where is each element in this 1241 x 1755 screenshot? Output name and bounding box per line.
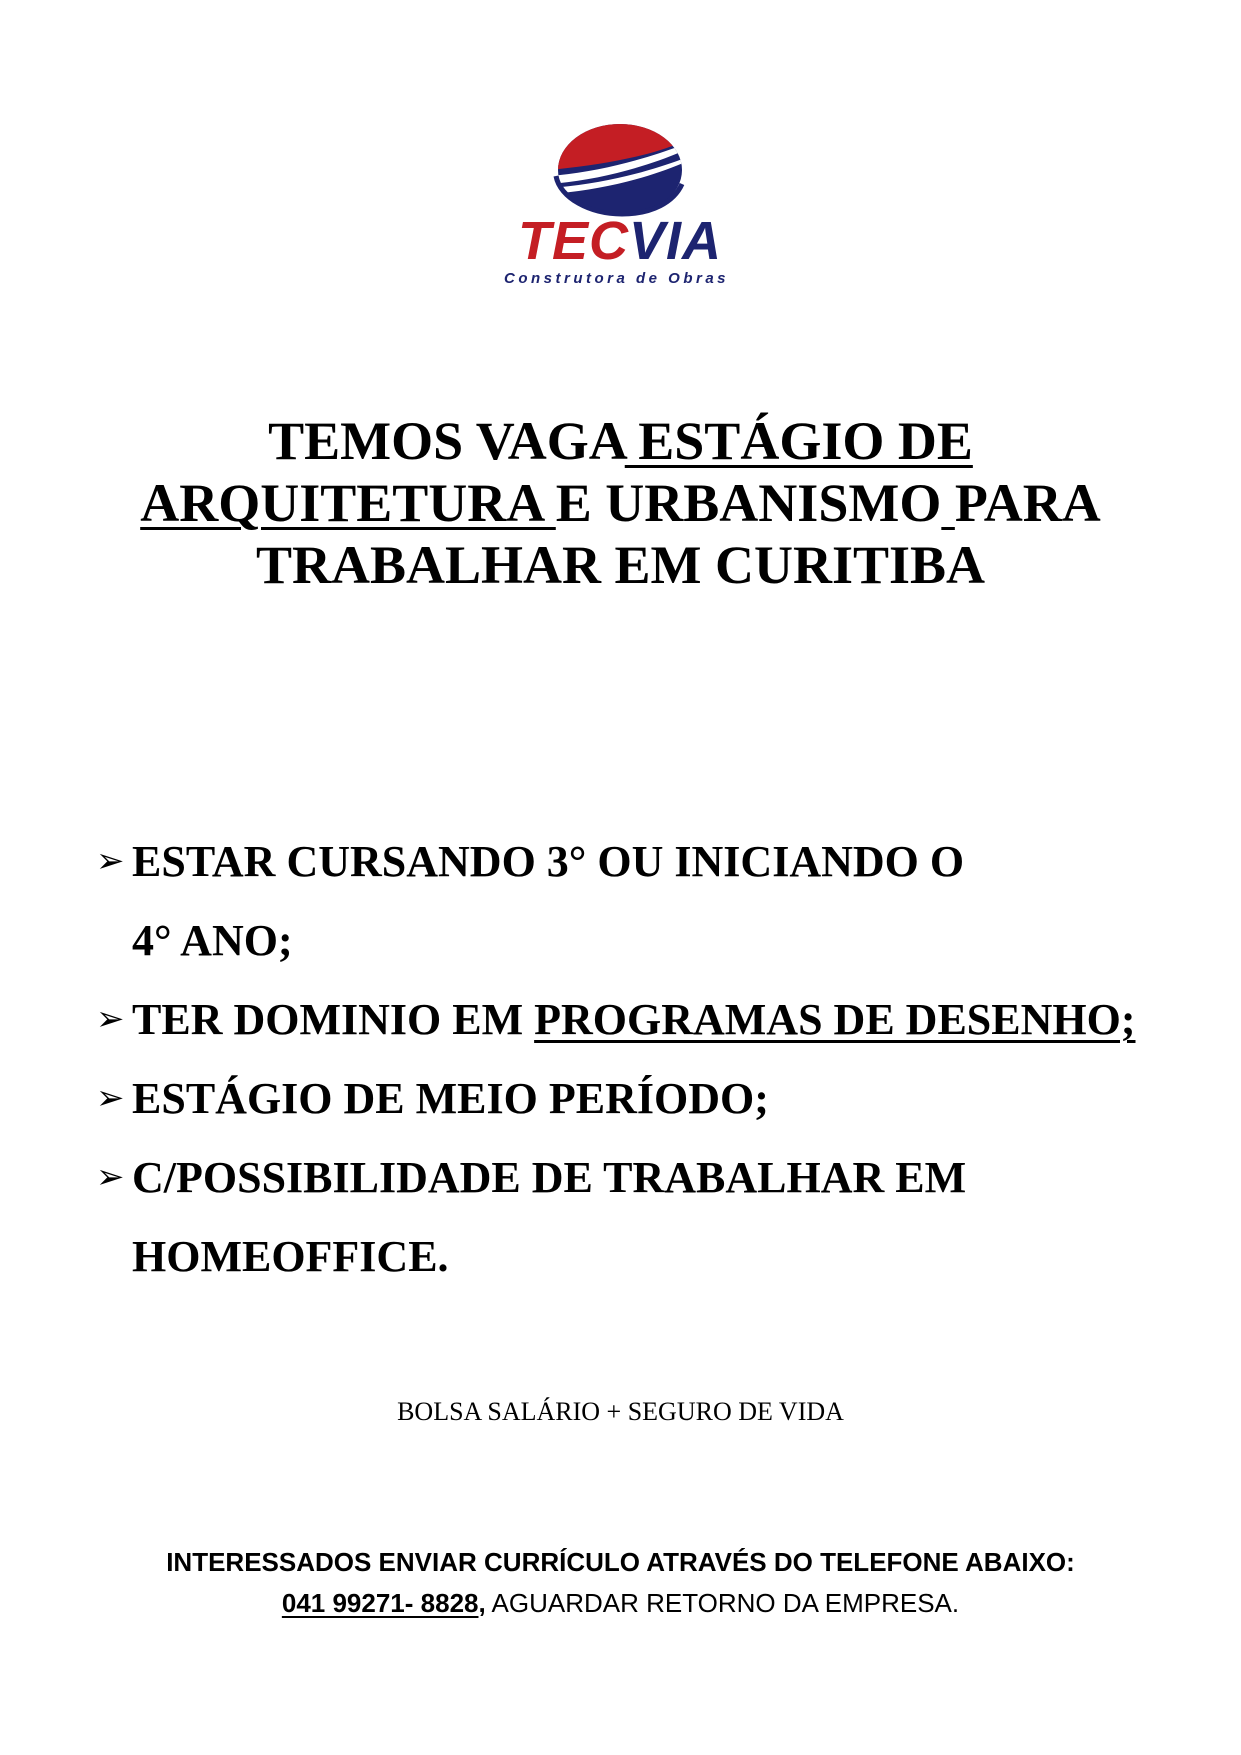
list-item	[96, 1059, 1206, 1138]
requirements-list	[96, 822, 1206, 1296]
headline-part5: PARA TRABALHAR EM CURITIBA	[255, 473, 1101, 595]
headline-part3: E URBANISMO	[555, 473, 942, 533]
contact-line2	[100, 1583, 1141, 1624]
arrow-bullet-icon: ➢	[96, 1078, 125, 1118]
contact-info	[100, 1542, 1141, 1624]
logo-wordmark	[490, 211, 750, 271]
benefits-text: BOLSA SALÁRIO + SEGURO DE VIDA	[397, 1397, 844, 1426]
arrow-bullet-icon: ➢	[96, 841, 125, 881]
requirement-text: C/POSSIBILIDADE DE TRABALHAR EM HOMEOFFICE.	[132, 1153, 967, 1281]
contact-comma: ,	[478, 1588, 486, 1618]
globe-swoosh-logo-icon	[550, 118, 690, 218]
requirement-text: ESTAR CURSANDO 3° OU INICIANDO O 4° ANO;	[132, 837, 965, 965]
logo-brand-part1: TEC	[517, 211, 629, 271]
list-item	[96, 822, 1206, 980]
headline-part1: TEMOS VAGA	[268, 411, 625, 471]
logo-tagline: Construtora de Obras	[504, 270, 730, 287]
requirement-text: TER DOMINIO EM	[132, 995, 535, 1044]
headline-part4-underlined	[941, 473, 955, 533]
headline-part2-underlined: ESTÁGIO DE ARQUITETURA	[140, 411, 973, 533]
requirement-text: ESTÁGIO DE MEIO PERÍODO;	[132, 1074, 769, 1123]
arrow-bullet-icon: ➢	[96, 999, 125, 1039]
arrow-bullet-icon: ➢	[96, 1157, 125, 1197]
logo-brand-part2: VIA	[628, 211, 723, 271]
phone-number: 041 99271- 8828	[281, 1588, 479, 1618]
list-item	[96, 980, 1206, 1059]
requirement-text-underlined: PROGRAMAS DE DESENHO;	[534, 995, 1136, 1044]
list-item	[96, 1138, 1206, 1296]
contact-instructions: INTERESSADOS ENVIAR CURRÍCULO ATRAVÉS DO TELEFONE ABAIXO:	[166, 1547, 1075, 1577]
company-logo	[490, 118, 750, 288]
page-title	[100, 410, 1141, 596]
contact-note: AGUARDAR RETORNO DA EMPRESA.	[485, 1588, 960, 1618]
